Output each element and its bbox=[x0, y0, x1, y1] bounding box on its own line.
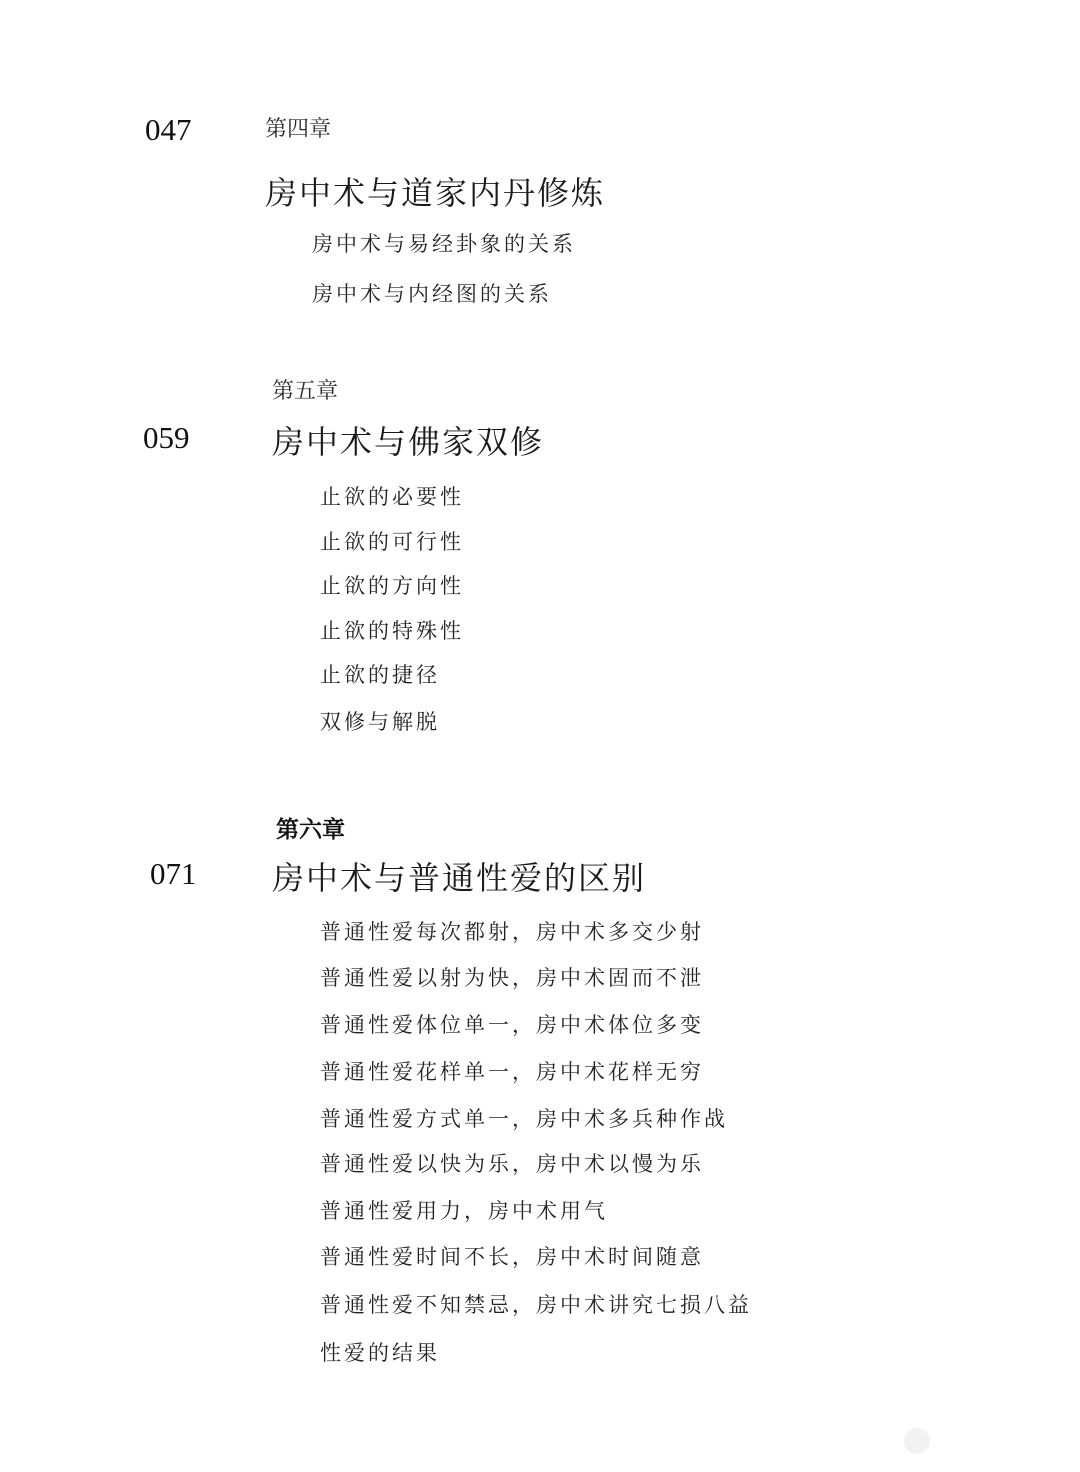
subsection-item: 普通性爱时间不长，房中术时间随意 bbox=[320, 1245, 704, 1269]
chapter-5-page-number: 059 bbox=[143, 420, 190, 455]
subsection-item: 普通性爱体位单一，房中术体位多变 bbox=[320, 1013, 704, 1037]
subsection-item: 普通性爱方式单一，房中术多兵种作战 bbox=[320, 1107, 728, 1131]
subsection-item: 房中术与易经卦象的关系 bbox=[312, 232, 576, 256]
chapter-5-title: 房中术与佛家双修 bbox=[272, 423, 545, 461]
subsection-item: 房中术与内经图的关系 bbox=[312, 282, 552, 306]
subsection-item: 性爱的结果 bbox=[320, 1341, 440, 1365]
chapter-6-title: 房中术与普通性爱的区别 bbox=[272, 859, 647, 897]
subsection-item: 普通性爱每次都射，房中术多交少射 bbox=[320, 920, 704, 944]
chapter-4-label: 第四章 bbox=[265, 117, 332, 142]
subsection-item: 普通性爱以射为快，房中术固而不泄 bbox=[320, 966, 704, 990]
chapter-6-page-number: 071 bbox=[150, 856, 197, 891]
chapter-5-label: 第五章 bbox=[272, 379, 339, 404]
subsection-item: 止欲的必要性 bbox=[320, 485, 464, 509]
chapter-4-title: 房中术与道家内丹修炼 bbox=[265, 174, 606, 212]
subsection-item: 普通性爱不知禁忌，房中术讲究七损八益 bbox=[320, 1293, 752, 1317]
subsection-item: 止欲的特殊性 bbox=[320, 619, 464, 643]
watermark-mark bbox=[904, 1428, 930, 1454]
chapter-6-label: 第六章 bbox=[276, 817, 345, 843]
subsection-item: 止欲的捷径 bbox=[320, 663, 440, 687]
subsection-item: 双修与解脱 bbox=[320, 710, 440, 734]
subsection-item: 止欲的可行性 bbox=[320, 530, 464, 554]
chapter-4-page-number: 047 bbox=[145, 112, 192, 147]
subsection-item: 普通性爱花样单一，房中术花样无穷 bbox=[320, 1060, 704, 1084]
subsection-item: 普通性爱以快为乐，房中术以慢为乐 bbox=[320, 1152, 704, 1176]
subsection-item: 止欲的方向性 bbox=[320, 574, 464, 598]
subsection-item: 普通性爱用力，房中术用气 bbox=[320, 1199, 608, 1223]
